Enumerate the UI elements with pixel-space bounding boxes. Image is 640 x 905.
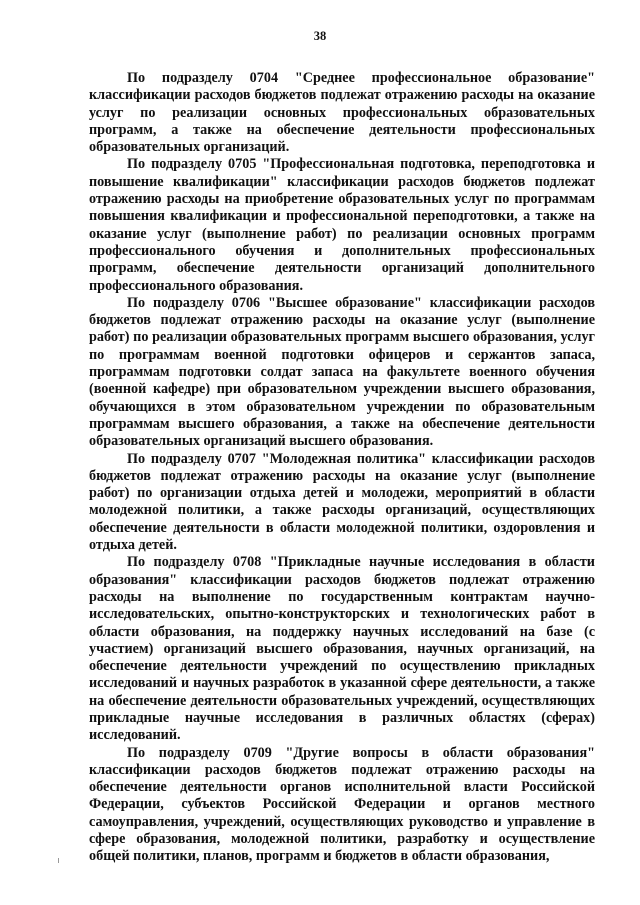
paragraph-0706: По подразделу 0706 "Высшее образование" классификации расходов бюджетов подлежат отражению расходы на оказание услуг (выполнение работ) по реализации образовательных программ высшего образования, услуг по программам военной подготовки офицеров и сержантов запаса, программам подготовки солдат запаса на факультете военного обучения (военной кафедре) при образовательном учреждении высшего образования, обучающихся в этом образовательном учреждении по образовательным программам высшего образования, а также на обеспечение деятельности образовательных организаций высшего образования. xyxy=(89,294,595,450)
paragraph-0708: По подразделу 0708 "Прикладные научные исследования в области образования" классификации расходов бюджетов подлежат отражению расходы на выполнение по государственным контрактам научно-исследовательских, опытно-конструкторских и технологических работ в области образования, на поддержку научных исследований на базе (с участием) организаций высшего образования, научных организаций, на обеспечение деятельности учреждений по осуществлению прикладных исследований и научных разработок в указанной сфере деятельности, а также на обеспечение деятельности образовательных учреждений, осуществляющих прикладные научные исследования в различных областях (сферах) исследований. xyxy=(89,554,595,744)
margin-mark xyxy=(58,858,59,863)
document-body xyxy=(89,70,595,866)
paragraph-0705: По подразделу 0705 "Профессиональная подготовка, переподготовка и повышение квалификации" классификации расходов бюджетов подлежат отражению расходы на приобретение образовательных услуг по программам повышения квалификации и профессиональной переподготовки, а также на оказание услуг (выполнение работ) по реализации основных программ профессионального обучения и дополнительных профессиональных программ, обеспечение деятельности организаций дополнительного профессионального образования. xyxy=(89,156,595,294)
paragraph-0709: По подразделу 0709 "Другие вопросы в области образования" классификации расходов бюджетов подлежат отражению расходы на обеспечение деятельности органов исполнительной власти Российской Федерации, субъектов Российской Федерации и органов местного самоуправления, учреждений, осуществляющих руководство и управление в сфере образования, молодежной политики, разработку и осуществление общей политики, планов, программ и бюджетов в области образования, xyxy=(89,744,595,865)
page-number: 38 xyxy=(313,29,327,43)
paragraph-0704: По подразделу 0704 "Среднее профессиональное образование" классификации расходов бюджетов подлежат отражению расходы на оказание услуг по реализации основных профессиональных образовательных программ, а также на обеспечение деятельности профессиональных образовательных организаций. xyxy=(89,70,595,156)
paragraph-0707: По подразделу 0707 "Молодежная политика" классификации расходов бюджетов подлежат отражению расходы на оказание услуг (выполнение работ) по организации отдыха детей и молодежи, мероприятий в области молодежной политики, а также расходы организаций, осуществляющих обеспечение деятельности в области молодежной политики, оздоровления и отдыха детей. xyxy=(89,450,595,554)
